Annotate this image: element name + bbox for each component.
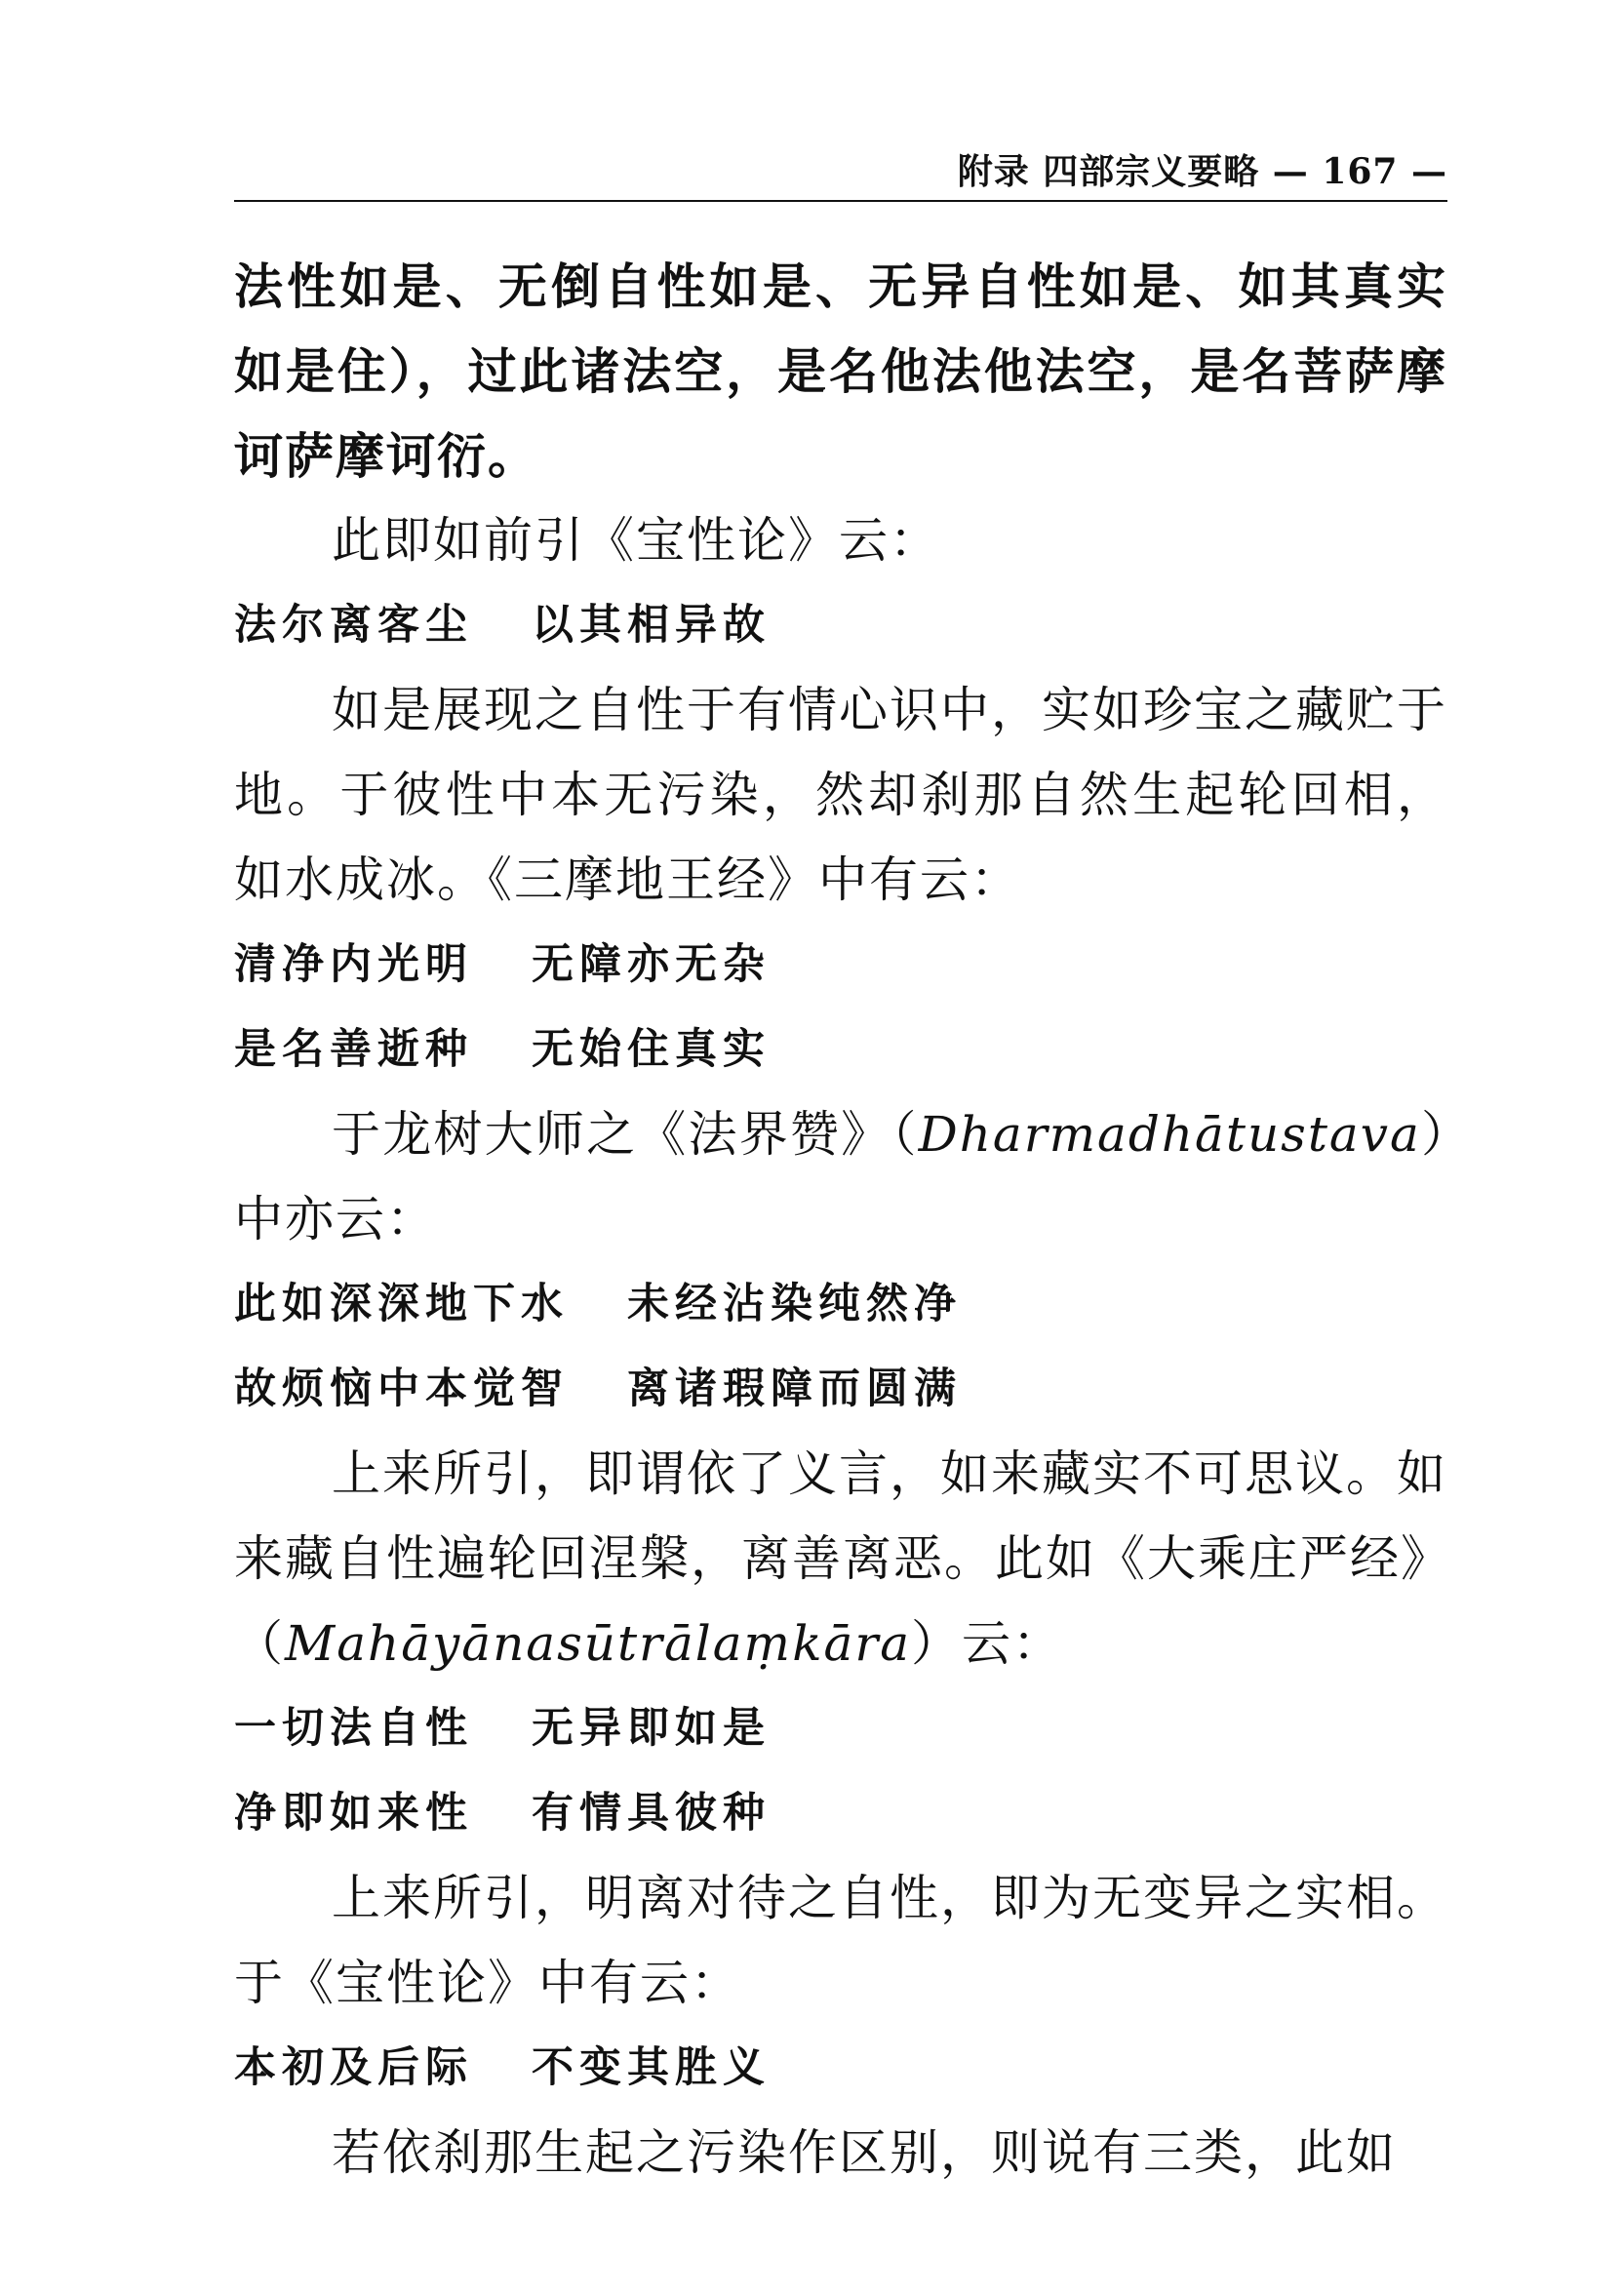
verse-half: 清净内光明 <box>234 940 473 989</box>
verse-line <box>234 1262 1447 1347</box>
paragraph <box>234 1602 1447 1686</box>
paragraph: 若依刹那生起之污染作区别，则说有三类，此如 <box>332 2124 1397 2181</box>
verse-half: 故烦恼中本觉智 <box>234 1365 569 1413</box>
verse-line <box>234 1347 1447 1432</box>
page-number: — 167 — <box>1272 151 1447 192</box>
running-header <box>958 144 1447 194</box>
paragraph-text: 于龙树大师之《法界赞》（ <box>332 1106 919 1163</box>
verse-half: 无异即如是 <box>532 1704 771 1753</box>
verse-half: 不变其胜义 <box>532 2043 771 2092</box>
sanskrit-title: Dharmadhātustava <box>918 1106 1421 1163</box>
paragraph: 此即如前引《宝性论》云： <box>332 512 940 569</box>
verse-line <box>234 1771 1447 1856</box>
paragraph: 上来所引，明离对待之自性，即为无变异之实相。于《宝性论》中有云： <box>234 1870 1447 2011</box>
paragraph-text: （ <box>234 1615 285 1672</box>
paragraph <box>234 1092 1447 1262</box>
verse-line <box>234 1686 1447 1771</box>
running-title: 附录 四部宗义要略 <box>957 151 1260 192</box>
verse-line <box>234 923 1447 1008</box>
paragraph: 如是展现之自性于有情心识中，实如珍宝之藏贮于地。于彼性中本无污染，然却刹那自然生起轮回相，如水成冰。《三摩地王经》中有云： <box>234 682 1447 908</box>
verse-half: 净即如来性 <box>234 1789 473 1838</box>
verse-half: 离诸瑕障而圆满 <box>627 1365 962 1413</box>
verse-half: 以其相异故 <box>532 601 771 650</box>
verse-line <box>234 583 1447 668</box>
paragraph-text: ）云： <box>911 1615 1064 1672</box>
verse-half: 无障亦无杂 <box>532 940 771 989</box>
sanskrit-title: Mahāyānasūtrālaṃkāra <box>285 1615 912 1672</box>
verse-line <box>234 2026 1447 2111</box>
verse-line <box>234 1008 1447 1092</box>
verse-half: 未经沾染纯然净 <box>627 1280 962 1328</box>
paragraph: 法性如是、无倒自性如是、无异自性如是、如其真实如是住），过此诸法空，是名他法他法空，是名菩萨摩诃萨摩诃衍。 <box>234 257 1447 485</box>
verse-half: 有情具彼种 <box>532 1789 771 1838</box>
verse-half: 法尔离客尘 <box>234 601 473 650</box>
verse-half: 本初及后际 <box>234 2043 473 2092</box>
paragraph-text: ）中亦云： <box>234 1106 1447 1247</box>
header-rule <box>234 200 1447 202</box>
verse-half: 此如深深地下水 <box>234 1280 569 1328</box>
verse-half: 一切法自性 <box>234 1704 473 1753</box>
page-body <box>234 244 1451 2196</box>
verse-half: 无始住真实 <box>532 1025 771 1074</box>
paragraph: 上来所引，即谓依了义言，如来藏实不可思议。如来藏自性遍轮回涅槃，离善离恶。此如《大乘庄严经》 <box>234 1445 1451 1587</box>
verse-half: 是名善逝种 <box>234 1025 473 1074</box>
